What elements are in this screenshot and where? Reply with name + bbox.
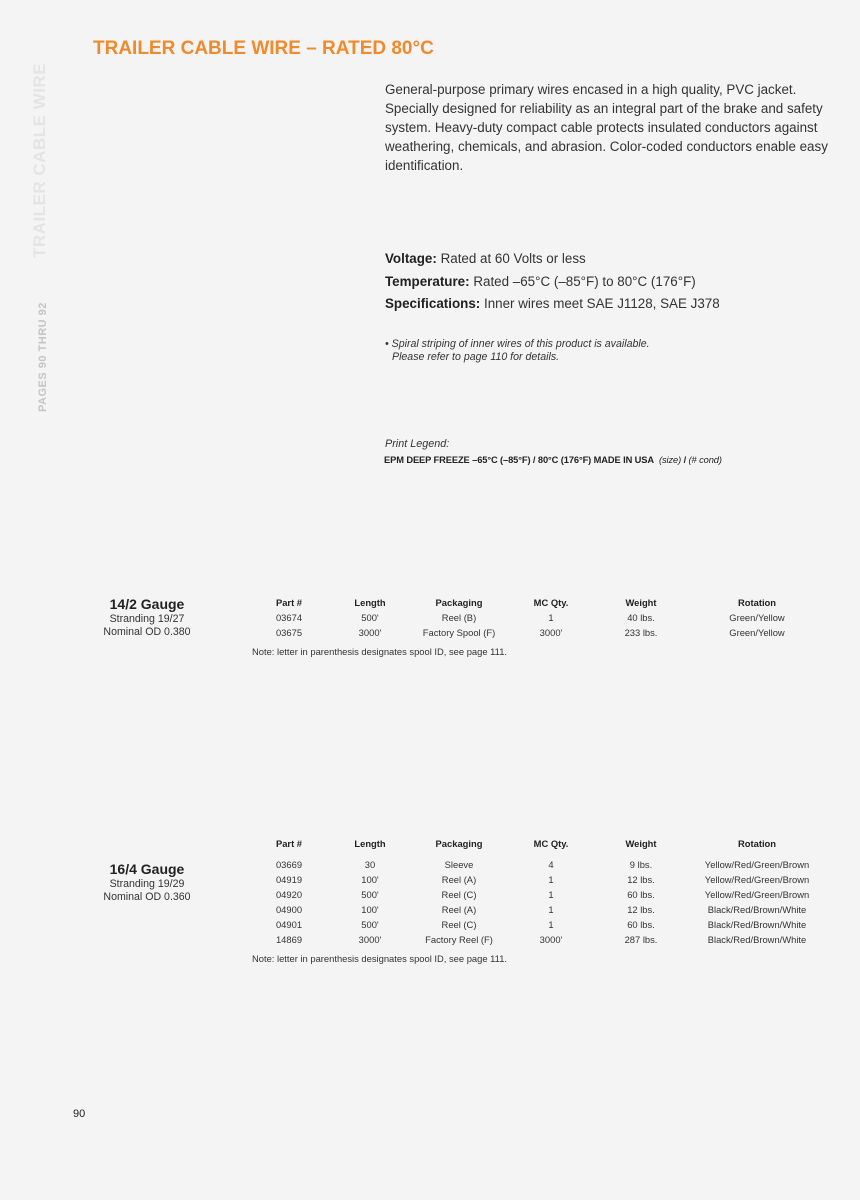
cell-rotation: Black/Red/Brown/White <box>707 919 807 930</box>
cell-rotation: Black/Red/Brown/White <box>707 934 807 945</box>
table-row <box>252 902 812 917</box>
cell-mc-qty: 1 <box>548 612 554 623</box>
table-header <box>252 836 812 851</box>
gauge-info-16-4 <box>92 860 202 904</box>
cell-mc-qty: 1 <box>548 904 554 915</box>
note-line: • Spiral striping of inner wires of this product is available. <box>385 338 650 350</box>
cell-part: 03674 <box>275 612 303 623</box>
table-row <box>252 887 812 902</box>
page-number: 90 <box>73 1108 86 1120</box>
spec-voltage <box>385 248 845 271</box>
cell-packaging: Reel (C) <box>441 919 477 930</box>
print-legend <box>385 437 845 468</box>
cell-rotation: Yellow/Red/Green/Brown <box>704 874 810 885</box>
gauge-name: 16/4 Gauge <box>109 861 185 877</box>
cell-part: 03669 <box>275 859 303 870</box>
cell-length: 500' <box>361 889 379 900</box>
cell-part: 14869 <box>275 934 303 945</box>
table-row <box>252 625 812 640</box>
spool-note: Note: letter in parenthesis designates spool ID, see page 111. <box>252 646 508 657</box>
product-description: General-purpose primary wires encased in a high quality, PVC jacket. Specially designed for reliability as an integral part of the brake and safety system. Heavy-duty compact cable protects insulated conductors against weathering, chemicals, and abrasion. Color-coded conductors enable easy identification. <box>385 82 828 173</box>
cell-rotation: Yellow/Red/Green/Brown <box>704 889 810 900</box>
cell-length: 30 <box>364 859 376 870</box>
cell-mc-qty: 4 <box>548 859 554 870</box>
cell-part: 04900 <box>275 904 303 915</box>
cell-part: 04919 <box>275 874 303 885</box>
side-section-title: TRAILER CABLE WIRE <box>30 62 49 258</box>
cell-weight: 60 lbs. <box>627 889 655 900</box>
col-part: Part # <box>275 597 303 608</box>
gauge-stranding: Stranding 19/27 <box>109 613 185 625</box>
cell-rotation: Black/Red/Brown/White <box>707 904 807 915</box>
cell-weight: 40 lbs. <box>627 612 655 623</box>
gauge-od: Nominal OD 0.360 <box>103 891 191 903</box>
spool-note: Note: letter in parenthesis designates spool ID, see page 111. <box>252 953 508 964</box>
col-packaging: Packaging <box>435 597 483 608</box>
cell-packaging: Factory Reel (F) <box>425 934 493 945</box>
note-line: Please refer to page 110 for details. <box>392 351 560 363</box>
col-length: Length <box>354 597 386 608</box>
cell-packaging: Factory Spool (F) <box>422 627 496 638</box>
cell-part: 04901 <box>275 919 303 930</box>
cell-mc-qty: 1 <box>548 889 554 900</box>
legend-size: (size) <box>658 455 682 465</box>
product-table-16-4 <box>252 836 812 966</box>
print-legend-label: Print Legend: <box>385 438 450 450</box>
page-title: TRAILER CABLE WIRE – RATED 80°C <box>93 38 434 59</box>
cell-rotation: Green/Yellow <box>729 627 785 638</box>
col-rotation: Rotation <box>737 838 777 849</box>
cell-weight: 60 lbs. <box>627 919 655 930</box>
cell-length: 100' <box>361 904 379 915</box>
spec-list <box>385 248 845 316</box>
gauge-stranding: Stranding 19/29 <box>109 878 185 890</box>
cell-rotation: Green/Yellow <box>729 612 785 623</box>
col-mc-qty: MC Qty. <box>533 597 569 608</box>
spec-label: Specifications: <box>385 296 481 311</box>
cell-mc-qty: 1 <box>548 874 554 885</box>
spec-value: Inner wires meet SAE J1128, SAE J378 <box>483 296 720 311</box>
cell-mc-qty: 3000' <box>539 934 563 945</box>
cell-mc-qty: 1 <box>548 919 554 930</box>
cell-rotation: Yellow/Red/Green/Brown <box>704 859 810 870</box>
col-part: Part # <box>275 838 303 849</box>
col-weight: Weight <box>625 838 657 849</box>
legend-cond: (# cond) <box>688 455 722 465</box>
col-mc-qty: MC Qty. <box>533 838 569 849</box>
cell-part: 04920 <box>275 889 303 900</box>
col-length: Length <box>354 838 386 849</box>
cell-weight: 12 lbs. <box>627 904 655 915</box>
spec-value: Rated –65°C (–85°F) to 80°C (176°F) <box>473 273 696 289</box>
spiral-striping-note <box>385 338 785 364</box>
table-row <box>252 917 812 932</box>
spec-specifications <box>385 293 845 316</box>
cell-weight: 233 lbs. <box>624 627 658 638</box>
cell-packaging: Reel (B) <box>441 612 477 623</box>
cell-length: 3000' <box>358 627 382 638</box>
cell-length: 3000' <box>358 934 382 945</box>
cell-packaging: Sleeve <box>444 859 474 870</box>
cell-packaging: Reel (C) <box>441 889 477 900</box>
legend-main: EPM DEEP FREEZE –65°C (–85°F) / 80°C (176°F) MADE IN USA <box>384 455 654 465</box>
table-row <box>252 872 812 887</box>
table-row <box>252 932 812 947</box>
spec-label: Voltage: <box>385 251 437 266</box>
cell-mc-qty: 3000' <box>539 627 563 638</box>
table-row <box>252 857 812 872</box>
product-table-14-2 <box>252 595 812 659</box>
print-legend-text <box>384 452 844 468</box>
table-header <box>252 595 812 610</box>
cell-weight: 12 lbs. <box>627 874 655 885</box>
cell-packaging: Reel (A) <box>441 874 477 885</box>
cell-length: 500' <box>361 612 379 623</box>
col-rotation: Rotation <box>737 597 777 608</box>
table-row <box>252 610 812 625</box>
cell-length: 500' <box>361 919 379 930</box>
gauge-od: Nominal OD 0.380 <box>103 626 191 638</box>
side-page-range: PAGES 90 THRU 92 <box>37 302 49 412</box>
spec-label: Temperature: <box>385 273 470 289</box>
cell-packaging: Reel (A) <box>441 904 477 915</box>
cell-length: 100' <box>361 874 379 885</box>
legend-separator: / <box>681 455 689 465</box>
col-packaging: Packaging <box>435 838 483 849</box>
spec-value: Rated at 60 Volts or less <box>440 251 586 266</box>
col-weight: Weight <box>625 597 657 608</box>
cell-weight: 9 lbs. <box>629 859 653 870</box>
cell-part: 03675 <box>275 627 303 638</box>
gauge-name: 14/2 Gauge <box>109 596 185 612</box>
gauge-info-14-2 <box>92 595 202 639</box>
cell-weight: 287 lbs. <box>624 934 658 945</box>
spec-temperature <box>385 271 845 294</box>
